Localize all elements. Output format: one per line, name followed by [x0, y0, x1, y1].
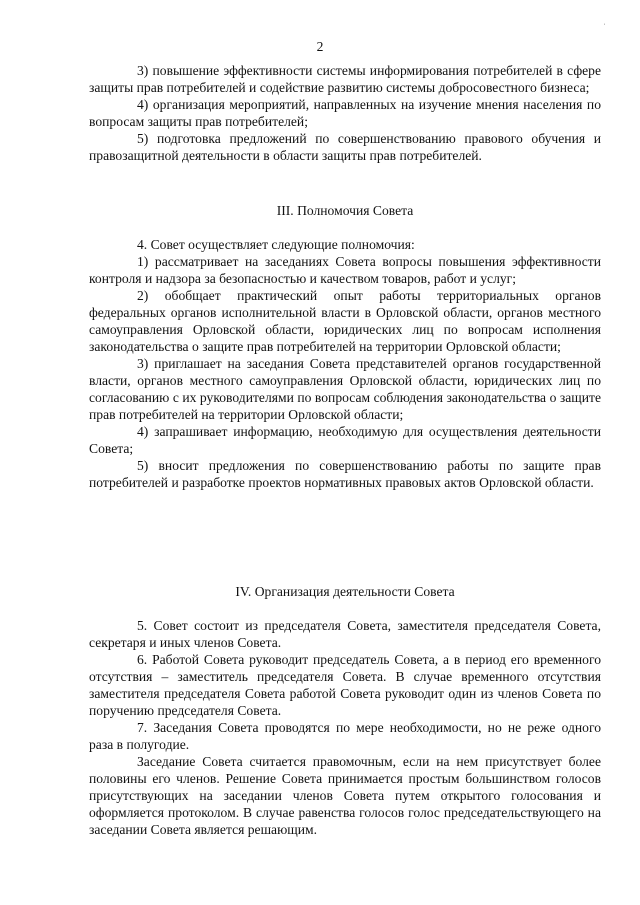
- scan-speck: ˌ: [603, 15, 606, 25]
- paragraph: 5) вносит предложения по совершенствованию работы по защите прав потребителей и разработке проектов нормативных правовых актов Орловской области.: [89, 458, 601, 490]
- paragraph: 4) организация мероприятий, направленных на изучение мнения населения по вопросам защиты прав потребителей;: [89, 97, 601, 129]
- section-heading-4: [89, 583, 601, 600]
- list-block-goals: [89, 62, 601, 164]
- paragraph: 4) запрашивает информацию, необходимую для осуществления деятельности Совета;: [89, 424, 601, 456]
- paragraph: 2) обобщает практический опыт работы территориальных органов федеральных органов исполнительной власти в Орловской области, органов местного самоуправления Орловской области, юридических лиц по вопросам исполнения законодательства о защите прав потребителей на территории Орловской области;: [89, 288, 601, 354]
- page-number: 2: [316, 39, 324, 54]
- section-heading-3: [89, 202, 601, 219]
- paragraph: 4. Совет осуществляет следующие полномочия:: [137, 237, 415, 252]
- heading: III. Полномочия Совета: [276, 203, 414, 218]
- list-block-organization: [89, 617, 601, 838]
- paragraph: Заседание Совета считается правомочным, если на нем присутствует более половины его членов. Решение Совета принимается простым большинством голосов присутствующих на заседании членов Совета путем открытого голосования и оформляется протоколом. В случае равенства голосов голос председательствующего на заседании Совета является решающим.: [89, 754, 601, 837]
- paragraph: 5. Совет состоит из председателя Совета, заместителя председателя Совета, секретаря и иных членов Совета.: [89, 618, 601, 650]
- paragraph: 1) рассматривает на заседаниях Совета вопросы повышения эффективности контроля и надзора за безопасностью и качеством товаров, работ и услуг;: [89, 254, 601, 286]
- paragraph: 7. Заседания Совета проводятся по мере необходимости, но не реже одного раза в полугодие.: [89, 720, 601, 752]
- paragraph: 5) подготовка предложений по совершенствованию правового обучения и правозащитной деятельности в области защиты прав потребителей.: [89, 131, 601, 163]
- paragraph: 6. Работой Совета руководит председатель Совета, а в период его временного отсутствия – заместитель председателя Совета. В случае временного отсутствия заместителя председателя Совета работой Совета руководит один из членов Совета по поручению председателя Совета.: [89, 652, 601, 718]
- heading: IV. Организация деятельности Совета: [235, 584, 455, 599]
- paragraph: 3) повышение эффективности системы информирования потребителей в сфере защиты прав потребителей и содействие развитию системы добросовестного бизнеса;: [89, 63, 601, 95]
- list-block-powers: [89, 236, 601, 491]
- paragraph: 3) приглашает на заседания Совета представителей органов государственной власти, органов местного самоуправления Орловской области, юридических лиц по согласованию с их руководителями по вопросам соблюдения законодательства о защите прав потребителей на территории Орловской области;: [89, 356, 601, 422]
